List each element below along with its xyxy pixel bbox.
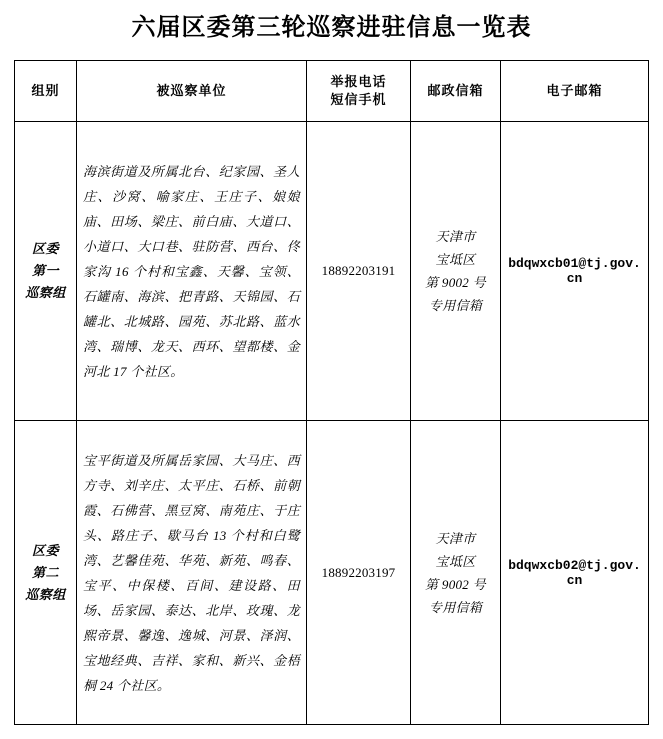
group-line-3: 巡察组 xyxy=(25,586,66,602)
cell-postal-box xyxy=(411,421,501,725)
group-line-1: 区委 xyxy=(31,241,59,256)
postal-line-1: 天津市 xyxy=(435,530,476,546)
column-header-group: 组别 xyxy=(15,61,77,122)
cell-group xyxy=(15,122,77,421)
table-header xyxy=(15,61,649,122)
page-title: 六届区委第三轮巡察进驻信息一览表 xyxy=(131,15,532,41)
column-header-unit: 被巡察单位 xyxy=(77,61,307,122)
postal-line-2: 宝坻区 xyxy=(435,553,476,569)
table-header-row xyxy=(15,61,649,122)
group-line-2: 第二 xyxy=(31,564,59,580)
cell-group xyxy=(15,421,77,725)
postal-line-3: 第 9002 号 xyxy=(425,275,486,290)
cell-report-phone: 18892203191 xyxy=(307,122,411,421)
postal-line-1: 天津市 xyxy=(435,229,476,244)
column-header-phone-line2: 短信手机 xyxy=(330,92,387,107)
cell-postal-box xyxy=(411,122,501,421)
group-line-2: 第一 xyxy=(31,263,59,278)
cell-report-phone: 18892203197 xyxy=(307,421,411,725)
column-header-postal-box: 邮政信箱 xyxy=(411,61,501,122)
postal-line-2: 宝坻区 xyxy=(435,252,476,267)
cell-inspected-unit: 海滨街道及所属北台、纪家园、圣人庄、沙窝、喻家庄、王庄子、娘娘庙、田场、梁庄、前白庙、大道口、小道口、大口巷、驻防营、西台、佟家沟 16 个村和宝鑫、天馨、宝领、石罐南、海滨、把青路、天锦园、石罐北、北城路、园苑、苏北路、蓝水湾、瑞博、龙天、西环、望都楼、金河北 17 个社区。 xyxy=(77,122,307,421)
table-body xyxy=(15,122,649,725)
group-line-3: 巡察组 xyxy=(25,285,66,300)
table-row xyxy=(15,421,649,725)
column-header-phone xyxy=(307,61,411,122)
postal-line-4: 专用信箱 xyxy=(428,298,483,313)
column-header-phone-line1: 举报电话 xyxy=(330,74,387,89)
table-row xyxy=(15,122,649,421)
cell-email: bdqwxcb01@tj.gov.cn xyxy=(501,122,649,421)
group-line-1: 区委 xyxy=(31,542,59,558)
postal-line-3: 第 9002 号 xyxy=(425,576,486,592)
inspection-info-table xyxy=(14,60,649,725)
document-page xyxy=(0,12,663,739)
cell-email: bdqwxcb02@tj.gov.cn xyxy=(501,421,649,725)
cell-inspected-unit: 宝平街道及所属岳家园、大马庄、西方寺、刘辛庄、太平庄、石桥、前朝霞、石佛营、黑豆窝、南苑庄、于庄头、路庄子、歇马台 13 个村和白鹭湾、艺馨佳苑、华苑、新苑、鸣春、宝平、中保楼、百间、建设路、田场、岳家园、泰达、北岸、玫瑰、龙熙帝景、馨逸、逸城、河景、泽润、宝地经典、吉祥、家和、新兴、金梧桐 24 个社区。 xyxy=(77,421,307,725)
postal-line-4: 专用信箱 xyxy=(428,599,483,615)
column-header-email: 电子邮箱 xyxy=(501,61,649,122)
